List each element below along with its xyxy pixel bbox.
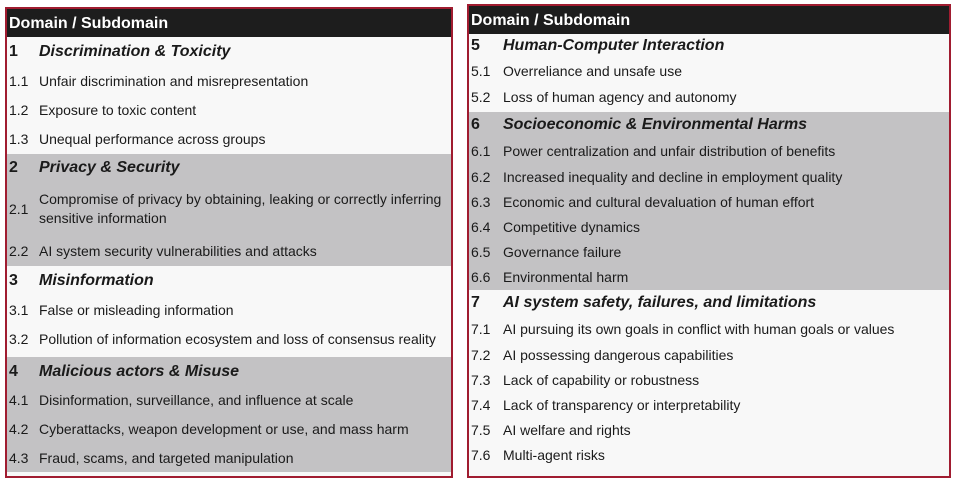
subdomain-row xyxy=(469,316,949,342)
subdomain-number: 7.2 xyxy=(471,346,491,363)
subdomain-text: False or misleading information xyxy=(39,302,234,318)
subdomain-number: 2.1 xyxy=(9,200,29,217)
domain-number: 2 xyxy=(9,159,18,176)
domain-title: Misinformation xyxy=(39,272,154,289)
subdomain-number: 6.6 xyxy=(471,269,491,285)
subdomain-number: 7.1 xyxy=(471,320,491,337)
domain-row xyxy=(7,154,451,182)
subdomain-text: AI pursuing its own goals in conflict with human goals or values xyxy=(503,320,895,337)
subdomain-text: Unequal performance across groups xyxy=(39,131,266,147)
subdomain-number: 4.3 xyxy=(9,449,29,466)
subdomain-row xyxy=(469,58,949,85)
subdomain-text: Environmental harm xyxy=(503,269,629,285)
subdomain-row xyxy=(469,368,949,393)
subdomain-text: Power centralization and unfair distribution of benefits xyxy=(503,142,836,159)
subdomain-row xyxy=(7,182,451,236)
subdomain-text: Economic and cultural devaluation of human effort xyxy=(503,194,815,210)
subdomain-row xyxy=(7,386,451,415)
right-taxonomy-table xyxy=(467,4,951,478)
domain-group xyxy=(7,37,451,154)
domain-number: 6 xyxy=(471,116,480,133)
subdomain-text: Multi-agent risks xyxy=(503,447,605,463)
subdomain-number: 3.1 xyxy=(9,302,29,318)
subdomain-row xyxy=(469,342,949,368)
subdomain-row xyxy=(7,296,451,325)
subdomain-text: Cyberattacks, weapon development or use, and mass harm xyxy=(39,421,409,437)
subdomain-number: 1.3 xyxy=(9,131,29,147)
subdomain-row xyxy=(7,415,451,444)
table-body xyxy=(7,37,451,472)
subdomain-number: 1.2 xyxy=(9,102,29,118)
subdomain-number: 6.5 xyxy=(471,244,491,260)
subdomain-row xyxy=(469,215,949,240)
domain-number: 5 xyxy=(471,37,480,54)
subdomain-text: Lack of transparency or interpretability xyxy=(503,397,741,413)
subdomain-number: 6.1 xyxy=(471,142,491,159)
subdomain-text: Increased inequality and decline in employment quality xyxy=(503,168,843,185)
subdomain-row xyxy=(469,138,949,164)
domain-title: Privacy & Security xyxy=(39,159,180,176)
subdomain-number: 5.1 xyxy=(471,63,491,79)
subdomain-number: 4.2 xyxy=(9,421,29,437)
domain-title: Malicious actors & Misuse xyxy=(39,362,240,380)
subdomain-number: 3.2 xyxy=(9,331,29,347)
subdomain-row xyxy=(7,236,451,266)
domain-row xyxy=(7,357,451,386)
domain-number: 7 xyxy=(471,294,480,311)
domain-number: 4 xyxy=(9,362,18,380)
left-taxonomy-table xyxy=(5,7,453,478)
subdomain-number: 6.4 xyxy=(471,219,491,235)
domain-title: AI system safety, failures, and limitations xyxy=(503,294,817,311)
domain-number: 1 xyxy=(9,43,18,60)
subdomain-text: Competitive dynamics xyxy=(503,219,640,235)
subdomain-text: Loss of human agency and autonomy xyxy=(503,89,737,105)
subdomain-number: 1.1 xyxy=(9,73,29,89)
subdomain-row xyxy=(469,443,949,468)
subdomain-number: 4.1 xyxy=(9,392,29,408)
subdomain-row xyxy=(7,96,451,125)
subdomain-row xyxy=(7,125,451,154)
subdomain-row xyxy=(469,393,949,418)
domain-row xyxy=(469,34,949,58)
domain-row xyxy=(7,37,451,67)
subdomain-row xyxy=(469,164,949,190)
subdomain-text: AI system security vulnerabilities and attacks xyxy=(39,242,317,259)
subdomain-row xyxy=(469,85,949,110)
subdomain-text: AI welfare and rights xyxy=(503,422,631,438)
table-body xyxy=(469,34,949,468)
subdomain-row xyxy=(469,418,949,443)
table-header: Domain / Subdomain xyxy=(7,9,451,37)
domain-row xyxy=(469,112,949,138)
domain-group xyxy=(7,266,451,357)
domain-title: Discrimination & Toxicity xyxy=(39,43,231,60)
domain-row xyxy=(7,266,451,296)
subdomain-row xyxy=(7,67,451,96)
subdomain-row xyxy=(469,190,949,215)
subdomain-text: AI possessing dangerous capabilities xyxy=(503,346,734,363)
subdomain-number: 7.3 xyxy=(471,372,491,388)
domain-title: Socioeconomic & Environmental Harms xyxy=(503,116,808,133)
domain-title: Human-Computer Interaction xyxy=(503,37,725,54)
domain-group xyxy=(469,112,949,290)
subdomain-text: Exposure to toxic content xyxy=(39,102,197,118)
subdomain-text: Overreliance and unsafe use xyxy=(503,63,682,79)
subdomain-text: Lack of capability or robustness xyxy=(503,372,700,388)
domain-group xyxy=(7,357,451,472)
table-header: Domain / Subdomain xyxy=(469,6,949,34)
subdomain-number: 7.5 xyxy=(471,422,491,438)
subdomain-row xyxy=(7,325,451,354)
subdomain-text: Disinformation, surveillance, and influence at scale xyxy=(39,392,354,408)
domain-group xyxy=(7,154,451,266)
subdomain-text: Compromise of privacy by obtaining, leaking or correctly inferring sensitive information xyxy=(39,191,442,226)
subdomain-text: Pollution of information ecosystem and loss of consensus reality xyxy=(39,331,436,347)
subdomain-text: Governance failure xyxy=(503,244,622,260)
subdomain-row xyxy=(469,265,949,290)
subdomain-number: 6.2 xyxy=(471,168,491,185)
domain-group xyxy=(469,290,949,468)
subdomain-number: 2.2 xyxy=(9,242,29,259)
subdomain-row xyxy=(7,444,451,472)
subdomain-number: 7.6 xyxy=(471,447,491,463)
subdomain-number: 7.4 xyxy=(471,397,491,413)
subdomain-number: 6.3 xyxy=(471,194,491,210)
domain-group xyxy=(469,34,949,112)
domain-row xyxy=(469,290,949,316)
subdomain-number: 5.2 xyxy=(471,89,491,105)
domain-number: 3 xyxy=(9,272,18,289)
subdomain-row xyxy=(469,240,949,265)
subdomain-text: Unfair discrimination and misrepresentation xyxy=(39,73,309,89)
subdomain-text: Fraud, scams, and targeted manipulation xyxy=(39,449,294,466)
